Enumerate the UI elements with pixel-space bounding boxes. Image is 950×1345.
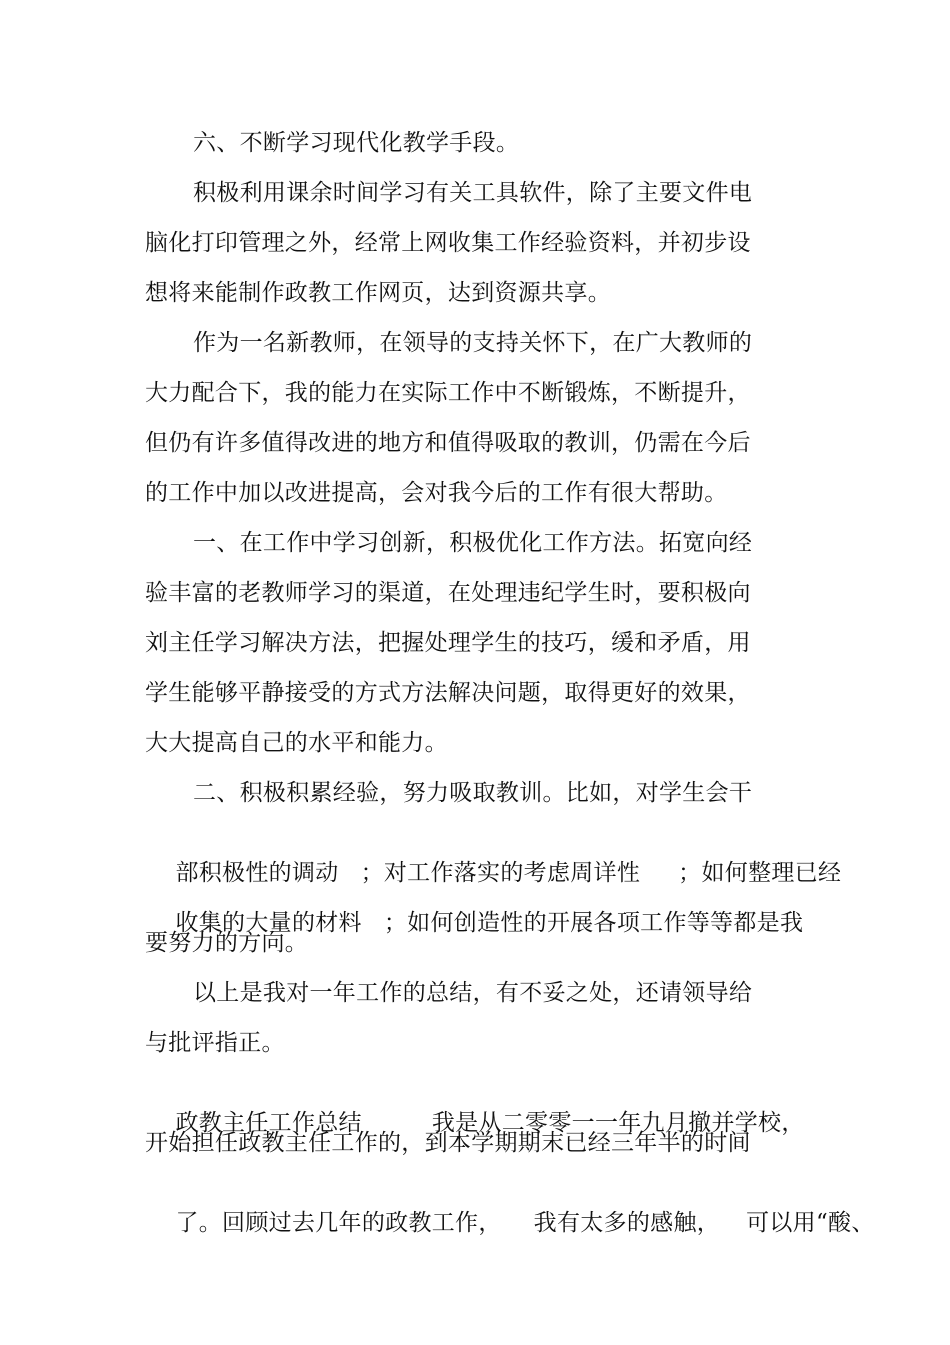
paragraph-line: 但仍有许多值得改进的地方和值得吸取的教训，仍需在今后	[145, 430, 751, 456]
section-title: 政教主任工作总结	[175, 1110, 362, 1136]
text-segment: 我是从二零零一一年九月撤并学校，	[431, 1110, 805, 1136]
text-segment: ；如何整理已经	[678, 860, 842, 886]
text-segment: 收集的大量的材料	[175, 910, 362, 936]
paragraph-line: 的工作中加以改进提高，会对我今后的工作有很大帮助。	[145, 480, 728, 506]
paragraph-line: 一、在工作中学习创新，积极优化工作方法。拓宽向经	[193, 530, 753, 556]
paragraph-line: 脑化打印管理之外，经常上网收集工作经验资料，并初步设	[145, 230, 751, 256]
paragraph-line: 要努力的方向。	[145, 930, 309, 956]
text-segment: 可以用“酸、	[746, 1210, 875, 1236]
paragraph-line: 作为一名新教师，在领导的支持关怀下，在广大教师的	[193, 330, 753, 356]
paragraph-line: 积极利用课余时间学习有关工具软件，除了主要文件电	[193, 180, 753, 206]
paragraph-line: 刘主任学习解决方法，把握处理学生的技巧，缓和矛盾，用	[145, 630, 751, 656]
paragraph-line: 想将来能制作政教工作网页，达到资源共享。	[145, 280, 611, 306]
paragraph-line: 验丰富的老教师学习的渠道，在处理违纪学生时，要积极向	[145, 580, 751, 606]
text-segment: 了。回顾过去几年的政教工作，	[175, 1210, 502, 1236]
paragraph-line: 学生能够平静接受的方式方法解决问题，取得更好的效果，	[145, 680, 751, 706]
paragraph-line: 六、不断学习现代化教学手段。	[193, 130, 520, 156]
paragraph-line: 大大提高自己的水平和能力。	[145, 730, 448, 756]
text-segment: 部积极性的调动	[175, 860, 339, 886]
paragraph-line: 以上是我对一年工作的总结，有不妥之处，还请领导给	[193, 980, 753, 1006]
paragraph-line: 二、积极积累经验，努力吸取教训。比如，对学生会干	[193, 780, 753, 806]
paragraph-line	[145, 1178, 875, 1268]
text-segment: ；如何创造性的开展各项工作等等都是我	[383, 910, 804, 936]
paragraph-line: 与批评指正。	[145, 1030, 285, 1056]
text-segment: ；对工作落实的考虑周详性	[360, 860, 641, 886]
paragraph-line: 大力配合下，我的能力在实际工作中不断锻炼，不断提升，	[145, 380, 751, 406]
paragraph-line: 开始担任政教主任工作的，到本学期期末已经三年半的时间	[145, 1130, 751, 1156]
text-segment: 我有太多的感触，	[533, 1210, 721, 1236]
